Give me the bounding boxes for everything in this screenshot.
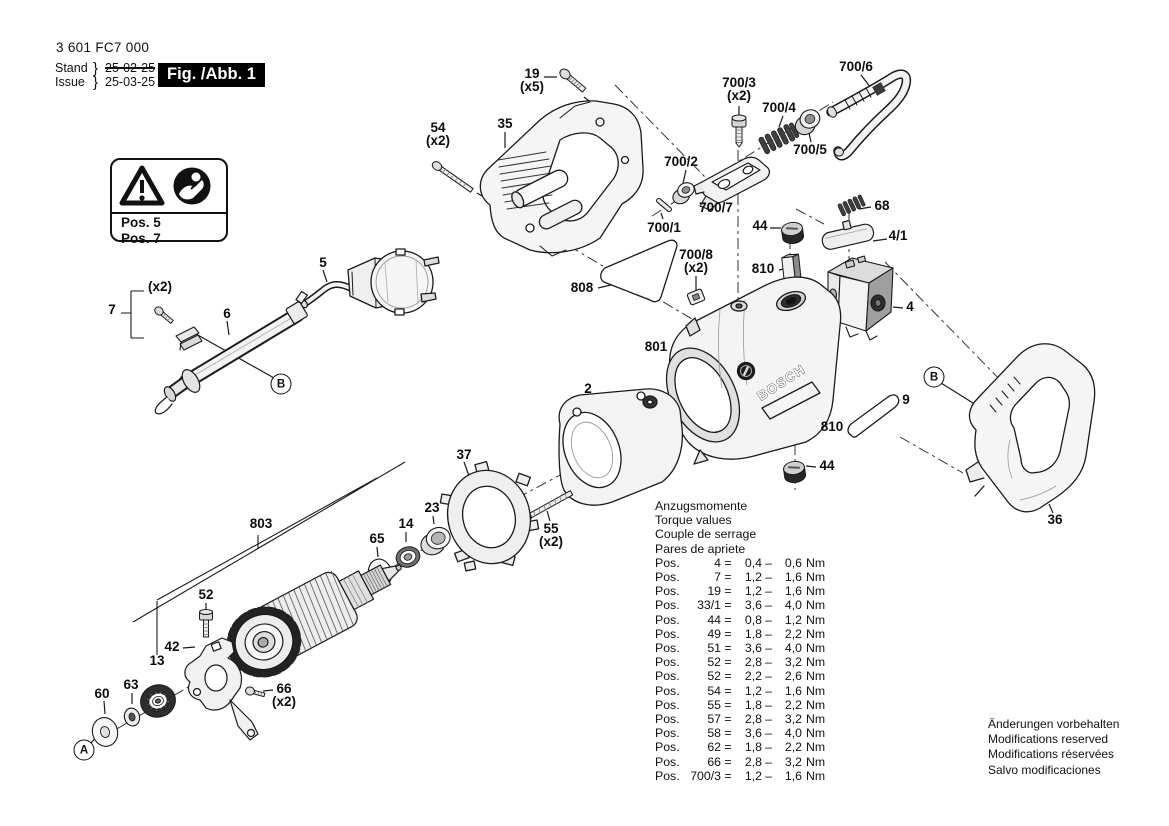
part-label-60: 60: [94, 686, 110, 701]
ref-marker-B: B: [271, 374, 292, 395]
torque-row: Pos. 51 = 3,6 – 4,0 Nm: [655, 641, 826, 656]
stand-label: Stand: [55, 61, 88, 75]
part-nut-700-8: [687, 289, 705, 306]
part-label-700-8: 700/8 (x2): [679, 247, 713, 275]
torque-row: Pos. 54 = 1,2 – 1,6 Nm: [655, 683, 826, 698]
torque-row: Pos. 52 = 2,2 – 2,6 Nm: [655, 669, 826, 684]
part-label-68: 68: [874, 198, 890, 213]
revision-block: [55, 62, 155, 89]
screw-7: [153, 305, 174, 325]
part-label-810: 810: [751, 261, 775, 276]
part-label-42: 42: [164, 639, 180, 654]
ref-marker-A: A: [74, 740, 95, 761]
part-label-65: 65: [369, 531, 385, 546]
part-label-37: 37: [456, 447, 472, 462]
torque-row: Pos. 57 = 2,8 – 3,2 Nm: [655, 712, 826, 727]
torque-row: Pos. 55 = 1,8 – 2,2 Nm: [655, 697, 826, 712]
footer-line-1: Modifications reserved: [988, 732, 1109, 747]
torque-header-3: Pares de apriete: [655, 541, 746, 556]
part-label-700-4: 700/4: [762, 100, 796, 115]
part-label-7: 7: [108, 302, 116, 317]
bolt-700-3: [732, 115, 746, 147]
part-label-808: 808: [570, 280, 594, 295]
screw-19: [558, 67, 587, 93]
part-sleeve-6: [155, 290, 316, 414]
part-ring-23: [417, 524, 454, 557]
part-label-63: 63: [123, 677, 139, 692]
footer-line-3: Salvo modificaciones: [988, 762, 1101, 777]
part-label-4: 4: [906, 299, 914, 314]
torque-row: Pos. 58 = 3,6 – 4,0 Nm: [655, 726, 826, 741]
footer-line-0: Änderungen vorbehalten: [988, 717, 1120, 731]
issue-label: Issue: [55, 74, 85, 89]
part-panel-808: [601, 240, 677, 301]
part-handle-housing-36: [966, 344, 1095, 512]
part-label-9: 9: [902, 392, 910, 407]
part-label-700-1: 700/1: [647, 220, 681, 235]
screw-54: [431, 160, 474, 194]
torque-row: Pos. 66 = 2,8 – 3,2 Nm: [655, 754, 826, 769]
torque-row: Pos. 700/3 = 1,2 – 1,6 Nm: [655, 768, 826, 783]
part-washer-60: [89, 715, 121, 749]
part-clamp-7: [176, 327, 202, 350]
torque-row: Pos. 52 = 2,8 – 3,2 Nm: [655, 655, 826, 670]
part-label-700-7: 700/7: [699, 200, 733, 215]
part-label-54: 54 (x2): [425, 120, 451, 148]
part-label-52: 52: [198, 587, 214, 602]
part-label-44: 44: [752, 218, 768, 233]
footer-line-2: Modifications réservées: [988, 747, 1115, 762]
part-cover-4-1: [819, 216, 875, 251]
part-label-66: 66 (x2): [271, 681, 297, 709]
ref-marker-B: B: [924, 367, 945, 388]
part-label-14: 14: [398, 516, 414, 531]
part-stator-2: [552, 389, 682, 505]
torque-row: Pos. 19 = 1,2 – 1,6 Nm: [655, 584, 826, 599]
part-label-2: 2: [584, 381, 592, 396]
part-label-700-5: 700/5: [793, 142, 827, 157]
part-label-44: 44: [819, 458, 835, 473]
torque-row: Pos. 7 = 1,2 – 1,6 Nm: [655, 570, 826, 585]
part-handle-bar-700-6: [826, 74, 907, 156]
part-label-810: 810: [820, 419, 844, 434]
torque-header-2: Couple de serrage: [655, 527, 757, 542]
footer-notes: [988, 717, 1119, 778]
part-label-6: 6: [223, 306, 231, 321]
part-panel-9: [848, 395, 899, 437]
torque-header-0: Anzugsmomente: [655, 499, 748, 513]
issue-date: 25-03-25: [105, 74, 156, 89]
bosch-logo-text: BOSCH: [754, 361, 809, 404]
screw-66: [245, 686, 266, 699]
warning-triangle-icon: [119, 165, 165, 207]
brace-glyph: }: [93, 60, 99, 77]
torque-row: Pos. 44 = 0,8 – 1,2 Nm: [655, 612, 826, 627]
figure-label: Fig. /Abb. 1: [158, 63, 265, 87]
torque-row: Pos. 62 = 1,8 – 2,2 Nm: [655, 740, 826, 755]
read-manual-icon: [171, 165, 213, 207]
safety-pos-5: Pos. 5: [121, 215, 161, 230]
part-label-801: 801: [644, 339, 668, 354]
safety-note-box: [110, 158, 228, 246]
screw-52: [200, 610, 213, 638]
part-cap-44-lower: [783, 460, 807, 484]
part-label-5: 5: [319, 255, 327, 270]
part-label--x2-: (x2): [147, 279, 173, 294]
safety-pos-7: Pos. 7: [121, 231, 161, 246]
part-label-4-1: 4/1: [888, 228, 908, 243]
part-label-36: 36: [1047, 512, 1063, 527]
brace-glyph: }: [93, 73, 99, 91]
torque-table: [655, 499, 826, 783]
part-label-55: 55 (x2): [538, 521, 564, 549]
part-cap-44-upper: [781, 221, 805, 245]
part-label-700-3: 700/3 (x2): [722, 75, 756, 103]
part-label-13: 13: [149, 653, 165, 668]
part-label-700-2: 700/2: [664, 154, 698, 169]
torque-row: Pos. 49 = 1,8 – 2,2 Nm: [655, 626, 826, 641]
torque-row: Pos. 33/1 = 3,6 – 4,0 Nm: [655, 598, 826, 613]
part-label-23: 23: [424, 500, 440, 515]
part-label-35: 35: [497, 116, 513, 131]
part-pin-700-1: [656, 198, 673, 213]
stand-date: 25-02-25: [105, 61, 156, 75]
part-number: 3 601 FC7 000: [56, 40, 150, 55]
part-baffle-37: [437, 461, 541, 573]
torque-row: Pos. 4 = 0,4 – 0,6 Nm: [655, 555, 826, 570]
part-spring-68: [837, 194, 866, 217]
part-bearing-13: [136, 680, 179, 721]
part-label-19: 19 (x5): [519, 66, 545, 94]
part-label-700-6: 700/6: [839, 59, 873, 74]
torque-header-1: Torque values: [655, 513, 732, 528]
part-label-803: 803: [249, 516, 273, 531]
